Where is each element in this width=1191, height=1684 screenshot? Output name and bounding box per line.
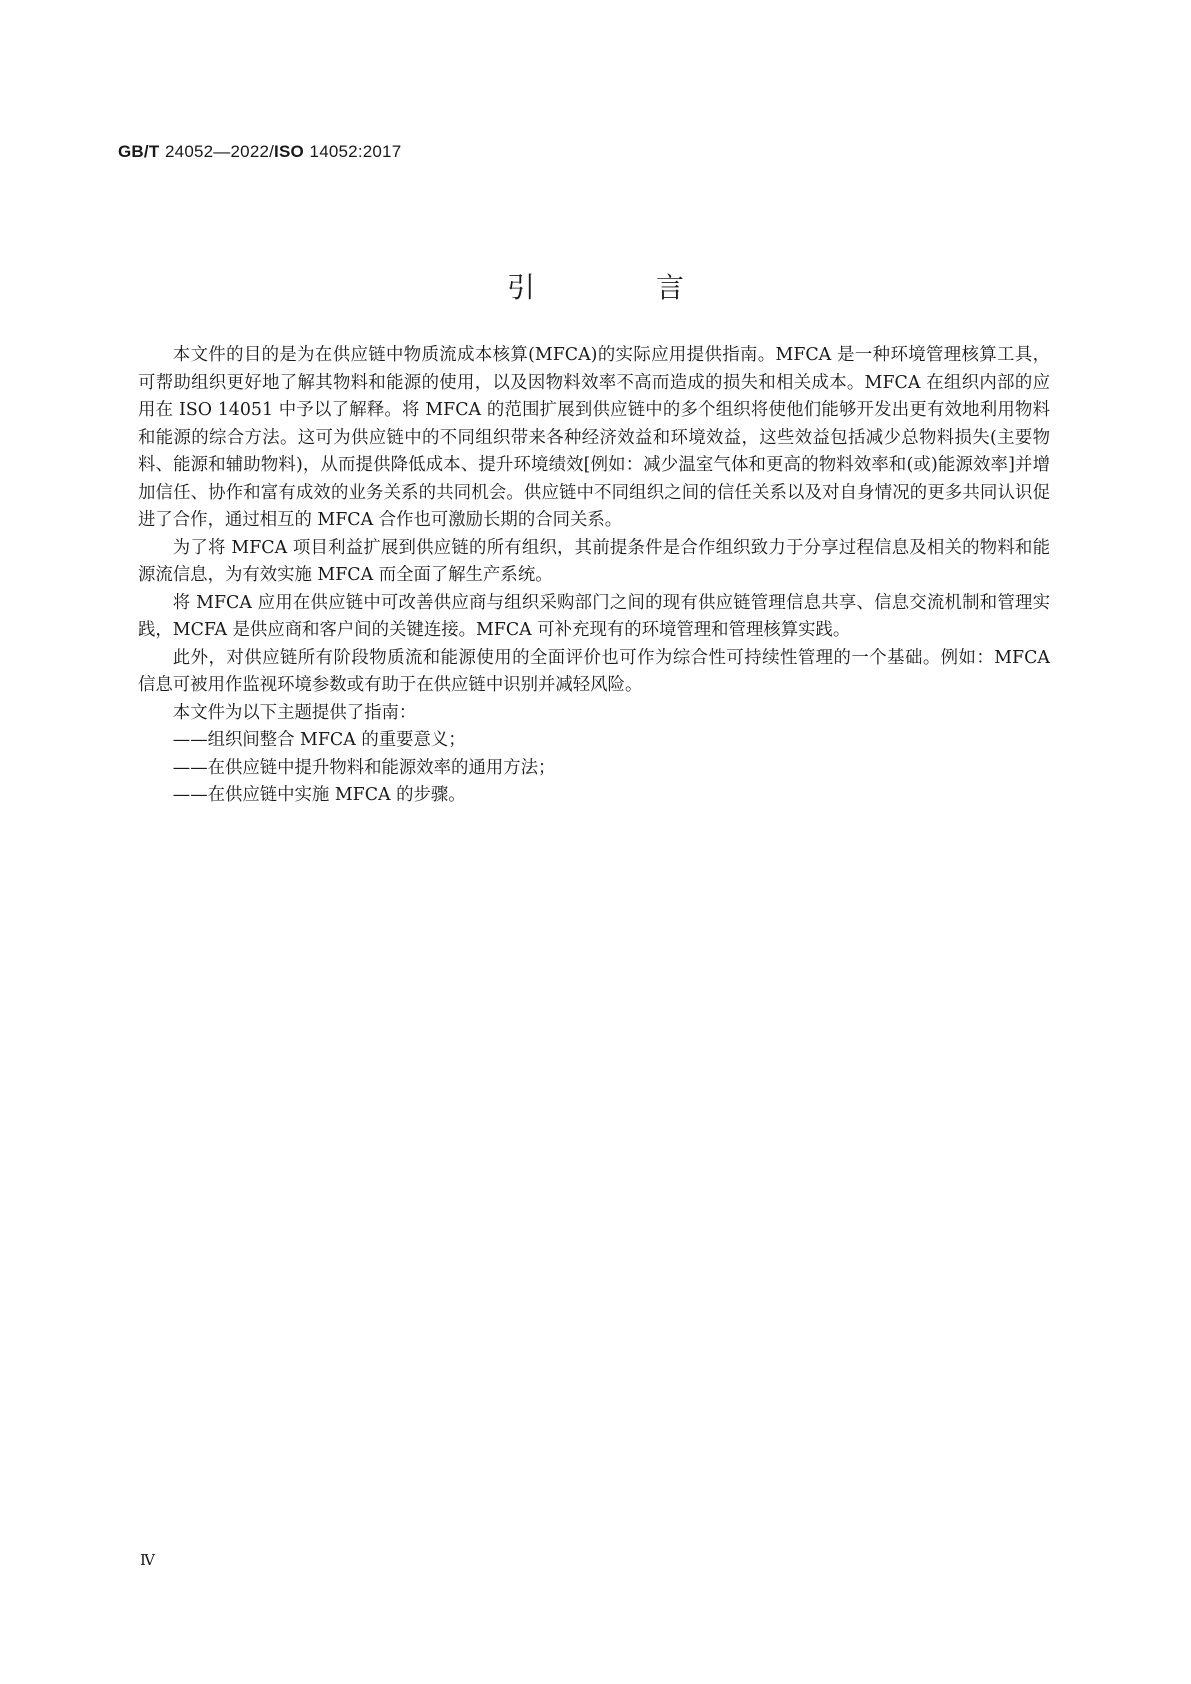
list-item: ——组织间整合 MFCA 的重要意义；: [172, 730, 466, 750]
paragraph: 为了将 MFCA 项目利益扩展到供应链的所有组织，其前提条件是合作组织致力于分享过程信息及相关的物料和能源流信息，为有效实施 MFCA 而全面了解生产系统。: [138, 537, 1050, 585]
list-item: ——在供应链中提升物料和能源效率的通用方法；: [172, 757, 556, 778]
paragraph: 本文件的目的是为在供应链中物质流成本核算(MFCA)的实际应用提供指南。MFCA 是一种环境管理核算工具，可帮助组织更好地了解其物料和能源的使用，以及因物料效率不高而造成的损失和相关成本。MFCA 在组织内部的应用在 ISO 14051 中予以了解释。将 MFCA 的范围扩展到供应链中的多个组织将使他们能够开发出更有效地利用物料和能源的综合方法。这可为供应链中的不同组织带来各种经济效益和环境效益，这些效益包括减少总物料损失(主要物料、能源和辅助物料)，从而提供降低成本、提升环境绩效[例如：减少温室气体和更高的物料效率和(或)能源效率]并增加信任、协作和富有成效的业务关系的共同机会。供应链中不同组织之间的信任关系以及对自身情况的更多共同认识促进了合作，通过相互的 MFCA 合作也可激励长期的合同关系。: [138, 345, 1050, 530]
iso-prefix: ISO: [274, 142, 304, 161]
list-item: ——在供应链中实施 MFCA 的步骤。: [172, 785, 466, 805]
paragraph: 此外，对供应链所有阶段物质流和能源使用的全面评价也可作为综合性可持续性管理的一个基础。例如：MFCA 信息可被用作监视环境参数或有助于在供应链中识别并减轻风险。: [138, 647, 1050, 695]
topic-list: [138, 727, 1050, 810]
document-header: [118, 142, 401, 162]
paragraph: 将 MFCA 应用在供应链中可改善供应商与组织采购部门之间的现有供应链管理信息共享、信息交流机制和管理实践，MCFA 是供应商和客户间的关键连接。MFCA 可补充现有的环境管理和管理核算实践。: [138, 592, 1050, 640]
section-title: 引 言: [507, 270, 740, 304]
paragraph: 本文件为以下主题提供了指南：: [172, 702, 417, 723]
standard-prefix: GB/T: [118, 142, 160, 161]
standard-number: 24052—2022/: [165, 142, 275, 161]
iso-number: 14052:2017: [309, 142, 402, 161]
page-number: Ⅳ: [140, 1551, 155, 1569]
body-text: [138, 342, 1050, 810]
